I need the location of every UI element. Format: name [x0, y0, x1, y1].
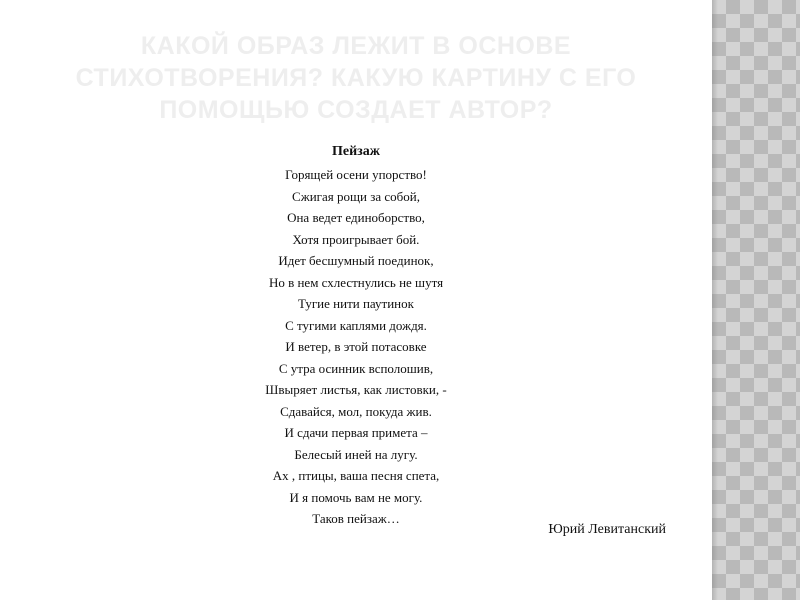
poem-line: Таков пейзаж… [312, 511, 400, 526]
poem-line: Сдавайся, мол, покуда жив. [280, 403, 432, 419]
poem-line: Ах , птицы, ваша песня спета, [272, 468, 440, 483]
poem-line: Но в нем схлестнулись не шутя [268, 274, 444, 290]
poem-line: Горящей осени упорство! [285, 167, 427, 182]
poem-line: Швыряет листья, как листовки, - [265, 382, 447, 397]
poem-line: И я помочь вам не могу. [289, 489, 423, 505]
poem-title: Пейзаж [332, 144, 380, 159]
poem-line: Белесый иней на лугу. [294, 446, 418, 462]
poem-author: Юрий Левитанский [548, 522, 666, 537]
slide-title: КАКОЙ ОБРАЗ ЛЕЖИТ В ОСНОВЕ СТИХОТВОРЕНИЯ? КАКУЮ КАРТИНУ С ЕГО ПОМОЩЬЮ СОЗДАЕТ АВТОР? [75, 32, 637, 124]
poem-body [150, 142, 562, 530]
decorative-side-pattern [712, 0, 800, 600]
poem-line: И сдачи первая примета – [284, 425, 428, 440]
poem-line: С тугими каплями дождя. [285, 317, 427, 333]
poem-line: Идет бесшумный поединок, [278, 253, 434, 268]
poem-line: С утра осинник всполошив, [278, 360, 434, 376]
poem-line: Хотя проигрывает бой. [292, 231, 420, 247]
poem-line: И ветер, в этой потасовке [285, 339, 427, 354]
poem-line: Тугие нити паутинок [298, 296, 414, 311]
poem-line: Она ведет единоборство, [287, 210, 425, 225]
poem-line: Сжигая рощи за собой, [292, 188, 420, 204]
